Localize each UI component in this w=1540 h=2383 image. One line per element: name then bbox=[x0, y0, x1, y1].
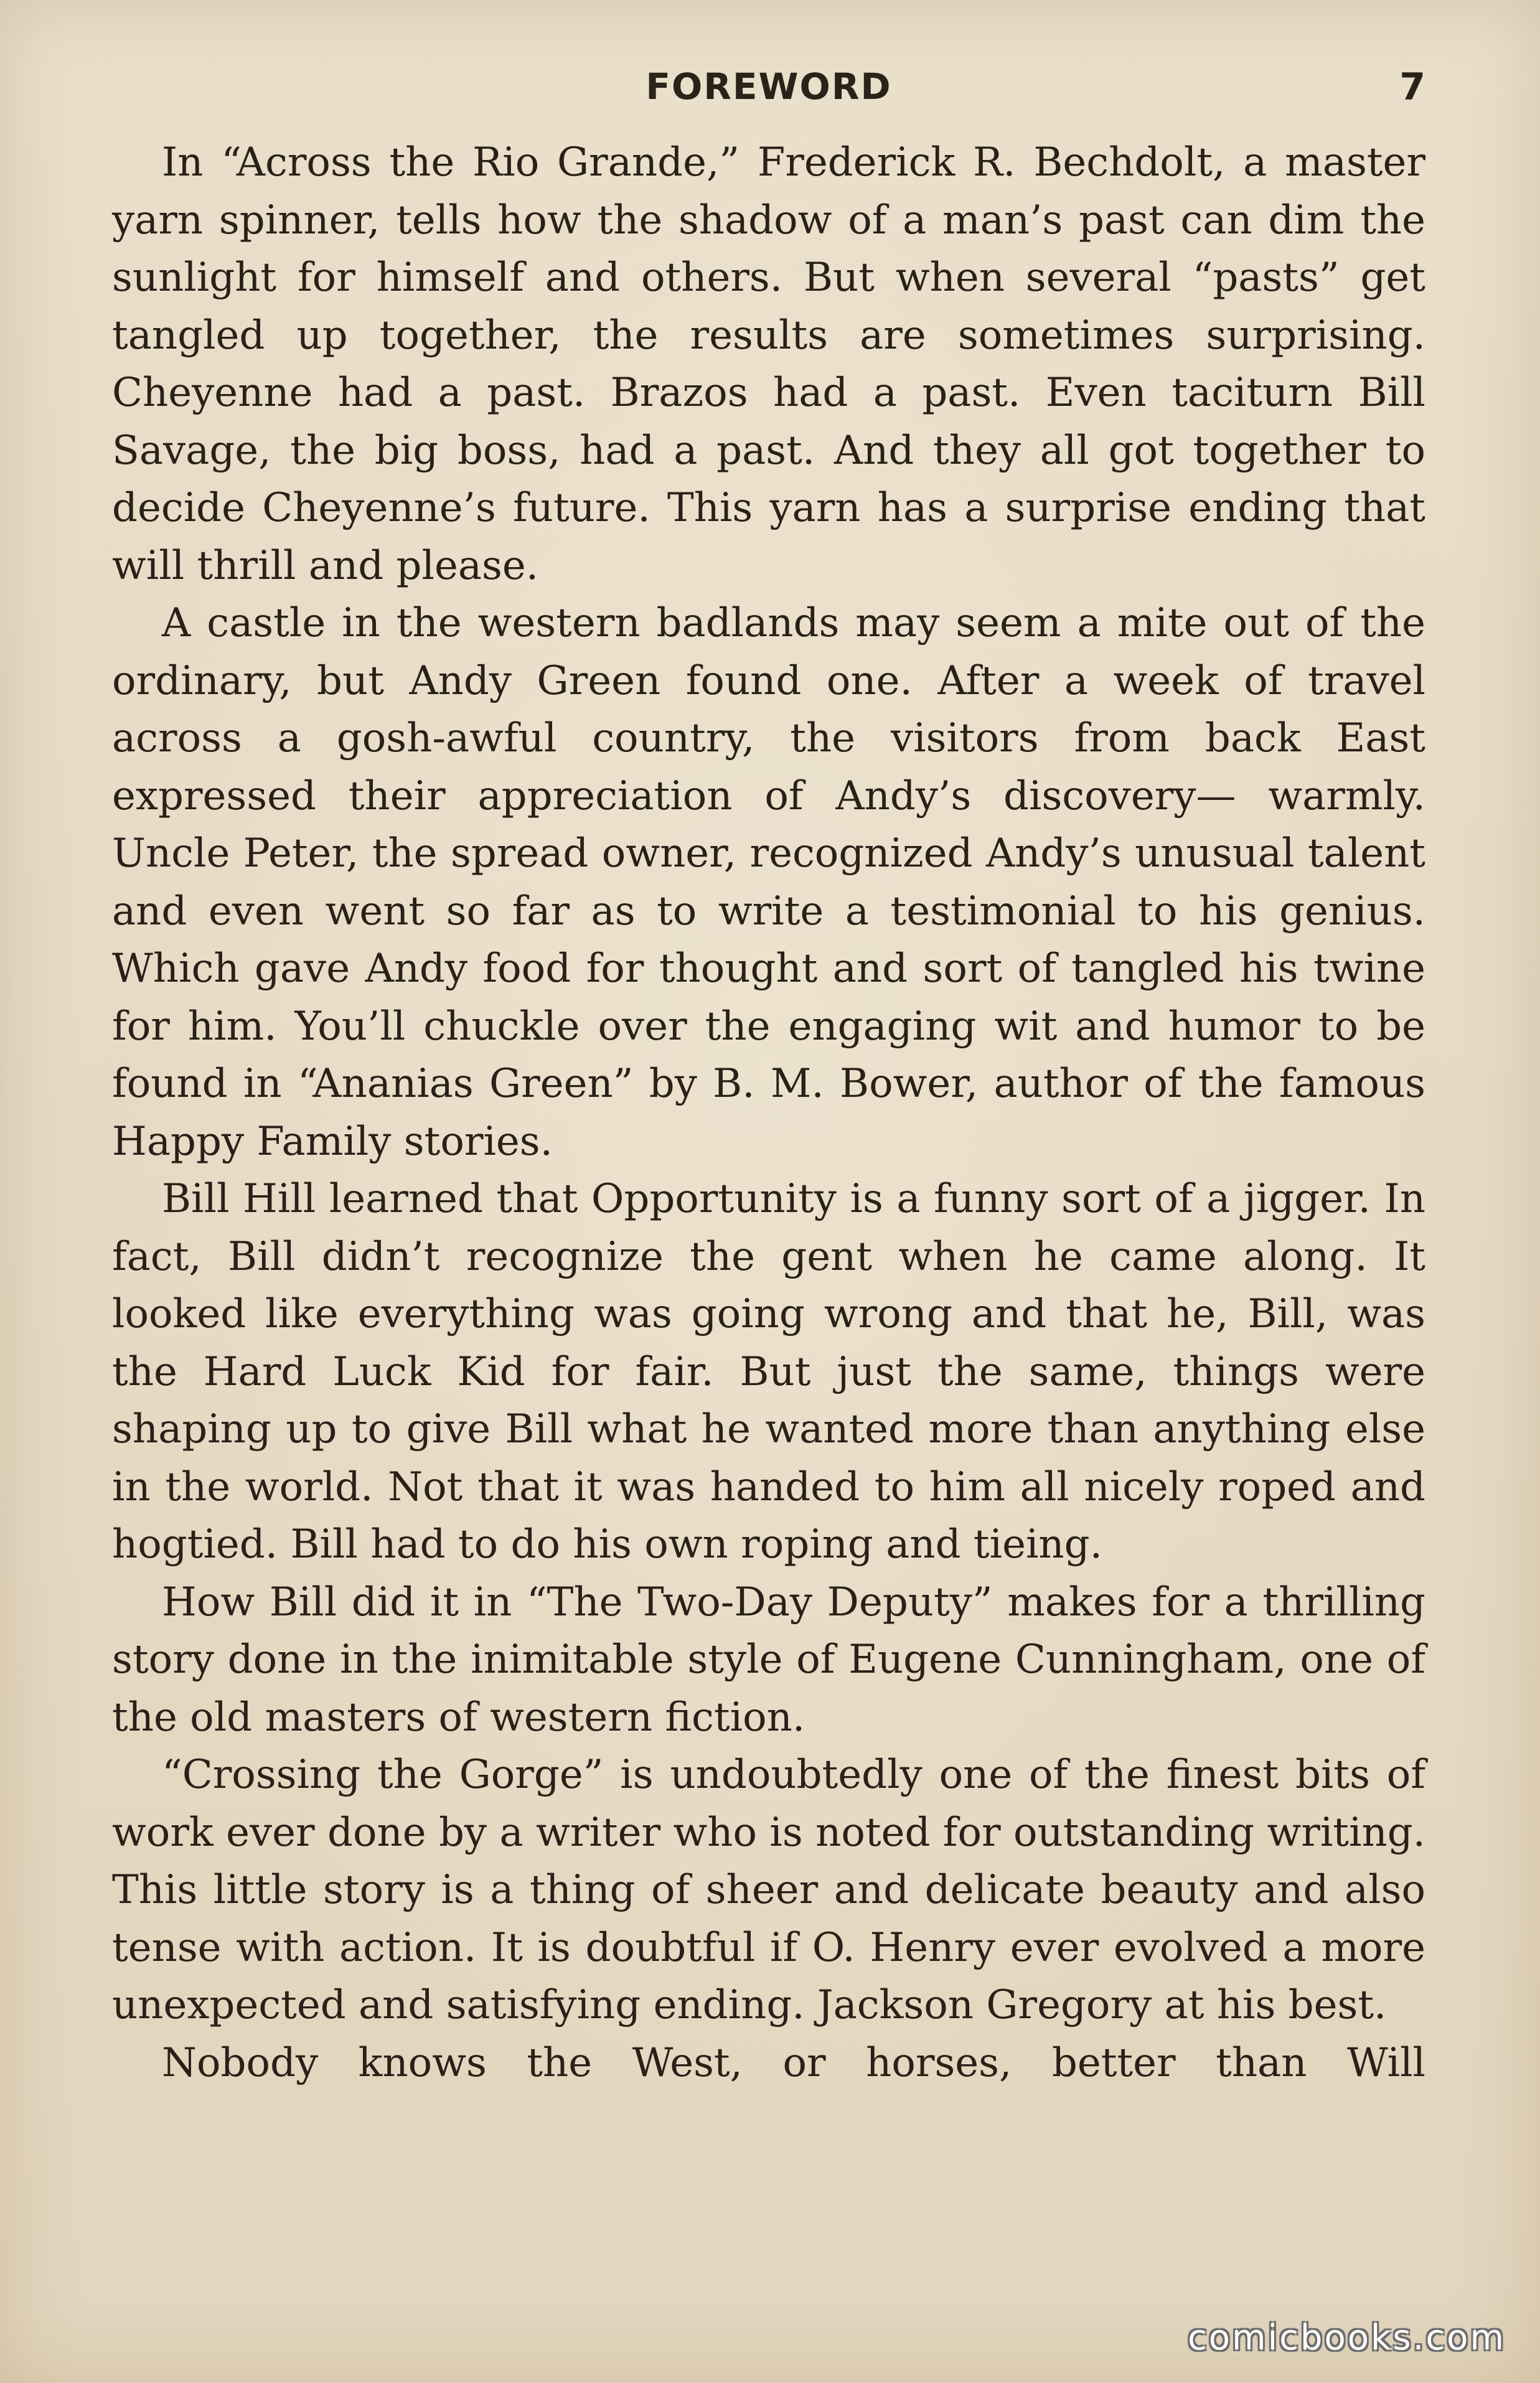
paragraph: Bill Hill learned that Opportunity is a funny sort of a jigger. In fact, Bill didn’t recognize the gent when he came along. It looked like everything was going wrong and that he, Bill, was the Hard Luck Kid for fair. But just the same, things were shaping up to give Bill what he wanted more than anything else in the world. Not that it was handed to him all nicely roped and hogtied. Bill had to do his own roping and tieing. bbox=[112, 1176, 1425, 1568]
body-text bbox=[112, 134, 1425, 2092]
paragraph: In “Across the Rio Grande,” Frederick R. Bechdolt, a master yarn spinner, tells how the shadow of a man’s past can dim the sunlight for himself and others. But when several “pasts” get tangled up together, the results are sometimes surprising. Cheyenne had a past. Brazos had a past. Even taciturn Bill Savage, the big boss, had a past. And they all got together to decide Cheyenne’s future. This yarn has a surprise ending that will thrill and please. bbox=[112, 139, 1425, 589]
paragraph: “Crossing the Gorge” is undoubtedly one of the finest bits of work ever done by a writer who is noted for outstanding writing. This little story is a thing of sheer and delicate beauty and also tense with action. It is doubtful if O. Henry ever evolved a more unexpected and satisfying ending. Jackson Gregory at his best. bbox=[112, 1752, 1425, 2028]
chapter-heading: FOREWORD bbox=[646, 65, 892, 108]
paragraph: A castle in the western badlands may seem a mite out of the ordinary, but Andy Green found one. After a week of travel across a gosh-awful country, the visitors from back East expressed their appreciation of Andy’s discovery— warmly. Uncle Peter, the spread owner, recognized Andy’s unusual talent and even went so far as to write a testimonial to his genius. Which gave Andy food for thought and sort of tangled his twine for him. You’ll chuckle over the engaging wit and humor to be found in “Ananias Green” by B. M. Bower, author of the famous Happy Family stories. bbox=[112, 600, 1425, 1165]
watermark: comicbooks.com bbox=[1187, 2318, 1506, 2358]
running-head bbox=[112, 65, 1425, 121]
paragraph: Nobody knows the West, or horses, better than Will bbox=[162, 2039, 1425, 2086]
paragraph: How Bill did it in “The Two-Day Deputy” makes for a thrilling story done in the inimitable style of Eugene Cunningham, one of the old masters of western fiction. bbox=[112, 1579, 1425, 1741]
page-number: 7 bbox=[1399, 65, 1425, 109]
